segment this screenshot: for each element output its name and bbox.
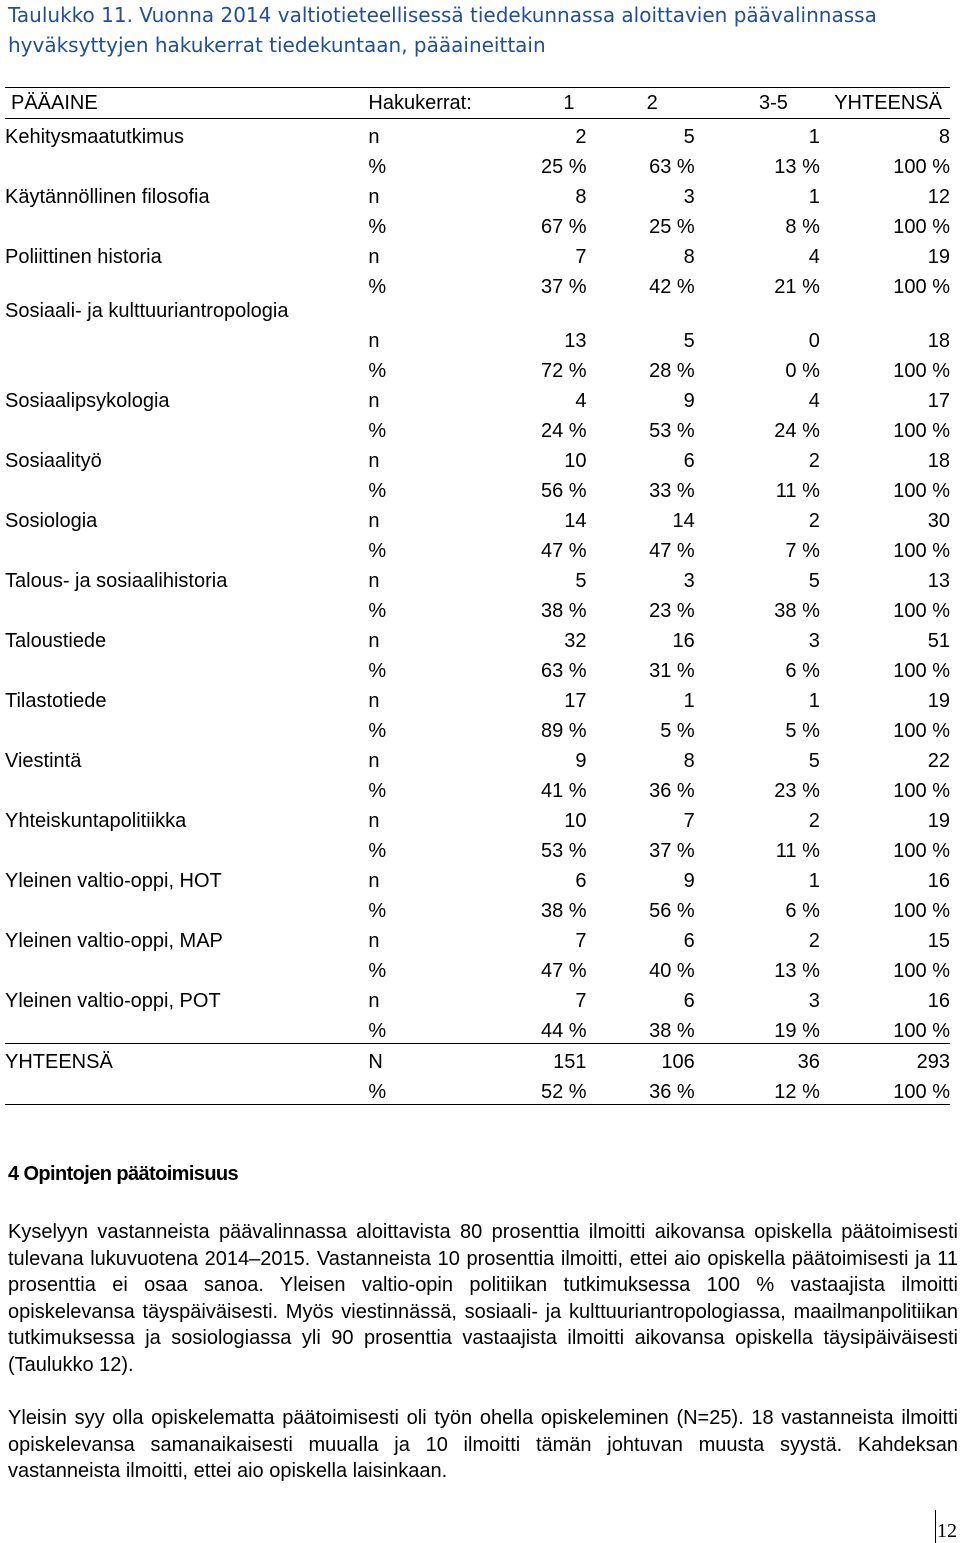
count-cell: 106 — [587, 1044, 695, 1075]
count-cell: 1 — [808, 690, 820, 712]
count-cell: 17 — [927, 390, 950, 412]
percent-marker: % — [368, 420, 387, 442]
count-cell: 8 — [683, 750, 695, 772]
percent-marker: % — [368, 780, 387, 802]
percent-marker: % — [368, 840, 387, 862]
percent-cell: 100 % — [893, 420, 950, 442]
count-cell: 18 — [927, 330, 950, 352]
count-cell: 30 — [927, 510, 950, 532]
table-row — [5, 179, 950, 209]
count-cell: 3 — [808, 990, 820, 1012]
table-row — [5, 383, 950, 413]
empty-cell — [5, 533, 368, 563]
page-number: 12 — [937, 1520, 957, 1542]
empty-cell — [5, 473, 368, 503]
table-row — [5, 683, 950, 713]
header-2: 2 — [587, 88, 695, 119]
table-row — [5, 563, 950, 593]
page-number-rule — [935, 1510, 936, 1543]
count-cell: 5 — [683, 330, 695, 352]
percent-marker: % — [368, 720, 387, 742]
empty-cell — [5, 413, 368, 443]
count-cell: 5 — [808, 750, 820, 772]
percent-cell: 40 % — [649, 960, 695, 982]
percent-cell: 53 % — [649, 420, 695, 442]
count-cell: 2 — [575, 126, 587, 148]
empty-cell — [5, 833, 368, 863]
count-cell: 6 — [683, 450, 695, 472]
table-row-percent — [5, 533, 950, 563]
count-cell: 7 — [575, 246, 587, 268]
table-row — [5, 443, 950, 473]
percent-cell: 56 % — [649, 900, 695, 922]
percent-cell: 13 % — [774, 960, 820, 982]
table-row-percent — [5, 149, 950, 179]
count-cell: 3 — [683, 186, 695, 208]
table-row-percent — [5, 1074, 950, 1105]
percent-marker: % — [368, 960, 387, 982]
count-cell: 2 — [808, 450, 820, 472]
percent-cell: 100 % — [893, 660, 950, 682]
percent-cell: 100 % — [893, 900, 950, 922]
subject-label: Yleinen valtio-oppi, MAP — [5, 930, 223, 952]
percent-cell: 42 % — [649, 276, 695, 298]
percent-marker: % — [368, 360, 387, 382]
count-marker: n — [368, 810, 380, 832]
table-row-percent — [5, 713, 950, 743]
percent-marker: % — [368, 480, 387, 502]
percent-cell: 19 % — [774, 1020, 820, 1042]
table-row-percent — [5, 1013, 950, 1044]
empty-cell — [5, 713, 368, 743]
subject-label: Yleinen valtio-oppi, POT — [5, 990, 221, 1012]
percent-cell: 23 % — [649, 600, 695, 622]
count-cell: 17 — [564, 690, 587, 712]
count-marker: n — [368, 330, 380, 352]
percent-cell: 63 % — [540, 660, 587, 682]
table-row-percent — [5, 593, 950, 623]
percent-cell: 41 % — [540, 780, 587, 802]
count-cell: 9 — [575, 750, 587, 772]
count-marker: N — [368, 1044, 471, 1075]
header-1: 1 — [472, 88, 587, 119]
percent-cell: 100 % — [893, 540, 950, 562]
count-marker: n — [368, 570, 380, 592]
count-marker: n — [368, 450, 380, 472]
count-cell: 51 — [927, 630, 950, 652]
subject-label: Talous- ja sosiaalihistoria — [5, 570, 228, 592]
count-cell: 6 — [575, 870, 587, 892]
percent-marker: % — [368, 1074, 471, 1105]
count-cell: 16 — [927, 990, 950, 1012]
percent-cell: 38 % — [649, 1020, 695, 1042]
percent-cell: 72 % — [540, 360, 587, 382]
percent-cell: 52 % — [472, 1074, 587, 1105]
percent-cell: 100 % — [893, 276, 950, 298]
subject-label: Viestintä — [5, 750, 82, 772]
percent-cell: 25 % — [540, 156, 587, 178]
subject-label: Sosiaali- ja kulttuuriantropologia — [5, 300, 289, 322]
percent-cell: 37 % — [649, 840, 695, 862]
subject-label: Poliittinen historia — [5, 246, 162, 268]
percent-cell: 33 % — [649, 480, 695, 502]
subject-label: YHTEENSÄ — [5, 1044, 368, 1075]
count-cell: 22 — [927, 750, 950, 772]
subject-label: Taloustiede — [5, 630, 107, 652]
percent-marker: % — [368, 600, 387, 622]
percent-marker: % — [368, 216, 387, 238]
table-row — [5, 983, 950, 1013]
percent-cell: 31 % — [649, 660, 695, 682]
count-marker: n — [368, 630, 380, 652]
count-cell: 5 — [808, 570, 820, 592]
percent-marker: % — [368, 1020, 387, 1042]
percent-cell: 6 % — [785, 900, 820, 922]
count-cell: 19 — [927, 246, 950, 268]
percent-marker: % — [368, 900, 387, 922]
empty-cell — [5, 653, 368, 683]
count-marker: n — [368, 870, 380, 892]
empty-cell — [5, 1074, 368, 1105]
percent-cell: 25 % — [649, 216, 695, 238]
percent-cell: 47 % — [540, 540, 587, 562]
percent-cell: 5 % — [785, 720, 820, 742]
paragraph-2: Yleisin syy olla opiskelematta päätoimisesti oli työn ohella opiskeleminen (N=25). 18 vastanneista ilmoitti opiskelevansa samanaikaisesti muualla ja 10 ilmoitti tämän johtuvan muusta syystä. Kahdeksan vastanneista ilmoitti, ettei aio opiskella laisinkaan. — [8, 1407, 958, 1482]
empty-cell — [5, 773, 368, 803]
table-row — [5, 1044, 950, 1075]
count-cell: 6 — [683, 990, 695, 1012]
empty-cell — [5, 593, 368, 623]
empty-cell — [5, 893, 368, 923]
count-cell: 36 — [695, 1044, 820, 1075]
header-total: YHTEENSÄ — [820, 88, 950, 119]
count-cell: 2 — [808, 930, 820, 952]
percent-marker: % — [368, 540, 387, 562]
count-cell: 5 — [575, 570, 587, 592]
percent-cell: 100 % — [893, 216, 950, 238]
count-cell: 13 — [564, 330, 587, 352]
count-cell: 3 — [683, 570, 695, 592]
table-row — [5, 239, 950, 269]
count-cell: 8 — [683, 246, 695, 268]
count-cell: 6 — [683, 930, 695, 952]
count-cell: 1 — [808, 870, 820, 892]
count-cell: 8 — [938, 126, 950, 148]
subject-label: Sosiaalityö — [5, 450, 102, 472]
count-cell: 1 — [808, 126, 820, 148]
count-cell: 7 — [575, 990, 587, 1012]
percent-cell: 100 % — [893, 1020, 950, 1042]
percent-cell: 24 % — [774, 420, 820, 442]
percent-cell: 100 % — [893, 780, 950, 802]
count-marker: n — [368, 126, 380, 148]
table-row-percent — [5, 269, 950, 299]
count-cell: 0 — [808, 330, 820, 352]
subject-label: Tilastotiede — [5, 690, 107, 712]
percent-cell: 63 % — [649, 156, 695, 178]
table-row-percent — [5, 953, 950, 983]
count-cell: 32 — [564, 630, 587, 652]
count-cell: 1 — [808, 186, 820, 208]
paragraph-1: Kyselyyn vastanneista päävalinnassa aloittavista 80 prosenttia ilmoitti aikovansa opiskella päätoimisesti tulevana lukuvuotena 2014–2015. Vastanneista 10 prosenttia ilmoitti, ettei aio opiskella päätoimisesti ja 11 prosenttia ei osaa sanoa. Yleisen valtio-opin politiikan tutkimuksessa 100 % vastaajista ilmoitti opiskelevansa täyspäiväisesti. Myös viestinnässä, sosiaali- ja kulttuuriantropologiassa, maailmanpolitiikan tutkimuksessa ja sosiologiassa yli 90 prosenttia vastaajista ilmoitti aikovansa opiskella täysipäiväisesti (Taulukko 12). — [8, 1221, 958, 1376]
count-cell: 7 — [575, 930, 587, 952]
count-cell: 10 — [564, 450, 587, 472]
empty-cell — [5, 1013, 368, 1044]
percent-cell: 38 % — [774, 600, 820, 622]
table-row — [5, 623, 950, 653]
empty-cell — [5, 149, 368, 179]
percent-cell: 100 % — [893, 600, 950, 622]
empty-cell — [5, 953, 368, 983]
count-marker: n — [368, 390, 380, 412]
percent-cell: 38 % — [540, 900, 587, 922]
table-row — [5, 803, 950, 833]
count-marker: n — [368, 930, 380, 952]
count-cell: 18 — [927, 450, 950, 472]
percent-cell: 21 % — [774, 276, 820, 298]
empty-cell — [5, 269, 368, 299]
count-cell: 1 — [683, 690, 695, 712]
subject-label: Sosiologia — [5, 510, 98, 532]
percent-cell: 100 % — [893, 960, 950, 982]
count-cell: 3 — [808, 630, 820, 652]
count-cell: 9 — [683, 870, 695, 892]
table-row-percent — [5, 353, 950, 383]
count-cell: 10 — [564, 810, 587, 832]
count-cell: 2 — [808, 510, 820, 532]
percent-cell: 100 % — [893, 720, 950, 742]
count-marker: n — [368, 690, 380, 712]
applications-table — [5, 87, 950, 1105]
table-row — [5, 743, 950, 773]
count-cell: 4 — [575, 390, 587, 412]
count-cell: 19 — [927, 810, 950, 832]
section-heading: 4 Opintojen päätoimisuus — [8, 1163, 239, 1185]
subject-label: Sosiaalipsykologia — [5, 390, 170, 412]
percent-cell: 12 % — [695, 1074, 820, 1105]
percent-cell: 8 % — [785, 216, 820, 238]
table-row-percent — [5, 833, 950, 863]
empty-cell — [5, 353, 368, 383]
percent-cell: 13 % — [774, 156, 820, 178]
count-cell: 15 — [927, 930, 950, 952]
percent-cell: 100 % — [893, 840, 950, 862]
percent-cell: 11 % — [775, 480, 820, 502]
count-cell: 14 — [564, 510, 587, 532]
percent-cell: 100 % — [893, 480, 950, 502]
percent-cell: 47 % — [540, 960, 587, 982]
count-marker: n — [368, 750, 380, 772]
percent-marker: % — [368, 660, 387, 682]
percent-marker: % — [368, 156, 387, 178]
percent-cell: 56 % — [540, 480, 587, 502]
count-marker: n — [368, 510, 380, 532]
count-cell: 4 — [808, 390, 820, 412]
percent-cell: 23 % — [774, 780, 820, 802]
percent-cell: 36 % — [587, 1074, 695, 1105]
count-cell: 16 — [927, 870, 950, 892]
table-row-percent — [5, 653, 950, 683]
count-cell: 7 — [683, 810, 695, 832]
count-cell: 13 — [927, 570, 950, 592]
count-cell: 2 — [808, 810, 820, 832]
percent-cell: 5 % — [660, 720, 695, 742]
table-row-percent — [5, 413, 950, 443]
subject-label: Käytännöllinen filosofia — [5, 186, 210, 208]
count-cell: 14 — [672, 510, 695, 532]
percent-cell: 44 % — [540, 1020, 587, 1042]
table-row-percent — [5, 893, 950, 923]
table-row-percent — [5, 773, 950, 803]
percent-cell: 24 % — [540, 420, 587, 442]
percent-cell: 0 % — [785, 360, 820, 382]
percent-cell: 47 % — [649, 540, 695, 562]
count-cell: 5 — [683, 126, 695, 148]
count-cell: 16 — [672, 630, 695, 652]
table-row-percent — [5, 209, 950, 239]
percent-cell: 67 % — [540, 216, 587, 238]
table-caption: Taulukko 11. Vuonna 2014 valtiotieteellisessä tiedekunnassa aloittavien päävalinnassa hyväksyttyjen hakukerrat tiedekuntaan, pääaineittain — [8, 3, 877, 57]
table-row-percent — [5, 473, 950, 503]
table-row — [5, 119, 950, 150]
empty-cell — [5, 209, 368, 239]
subject-label: Yhteiskuntapolitiikka — [5, 810, 187, 832]
table-row — [5, 503, 950, 533]
percent-cell: 37 % — [540, 276, 587, 298]
header-subject: PÄÄAINE — [5, 88, 368, 119]
count-marker: n — [368, 246, 380, 268]
percent-cell: 100 % — [820, 1074, 950, 1105]
table-row — [5, 299, 950, 353]
percent-cell: 28 % — [649, 360, 695, 382]
count-marker: n — [368, 186, 380, 208]
count-cell: 4 — [808, 246, 820, 268]
header-3-5: 3-5 — [695, 88, 820, 119]
percent-cell: 100 % — [893, 360, 950, 382]
table-row — [5, 923, 950, 953]
subject-label: Yleinen valtio-oppi, HOT — [5, 870, 222, 892]
percent-cell: 11 % — [775, 840, 820, 862]
percent-cell: 36 % — [649, 780, 695, 802]
count-cell: 8 — [575, 186, 587, 208]
percent-cell: 100 % — [893, 156, 950, 178]
count-marker: n — [368, 990, 380, 1012]
header-applications: Hakukerrat: — [368, 88, 471, 119]
percent-marker: % — [368, 276, 387, 298]
count-cell: 12 — [927, 186, 950, 208]
percent-cell: 38 % — [540, 600, 587, 622]
subject-label: Kehitysmaatutkimus — [5, 126, 184, 148]
count-cell: 293 — [820, 1044, 950, 1075]
percent-cell: 53 % — [540, 840, 587, 862]
percent-cell: 89 % — [540, 720, 587, 742]
count-cell: 19 — [927, 690, 950, 712]
table-header-row — [5, 88, 950, 119]
count-cell: 151 — [472, 1044, 587, 1075]
percent-cell: 6 % — [785, 660, 820, 682]
table-row — [5, 863, 950, 893]
percent-cell: 7 % — [785, 540, 820, 562]
count-cell: 9 — [683, 390, 695, 412]
